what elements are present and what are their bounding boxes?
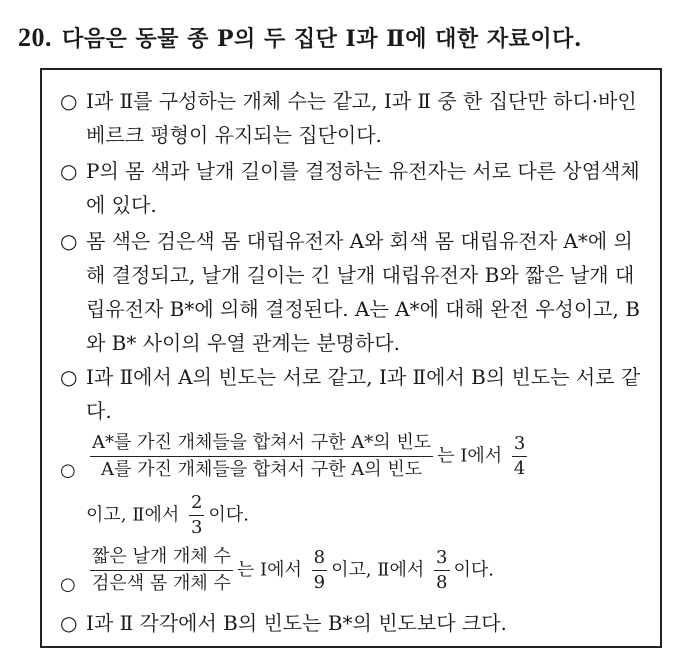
list-item (60, 360, 650, 428)
ratio-denominator: A를 가진 개체들을 합쳐서 구한 A의 빈도 (101, 459, 423, 480)
ratio-fraction (90, 430, 433, 483)
data-box (40, 68, 662, 648)
bullet-icon: ○ (60, 460, 76, 481)
item-text: Ⅰ과 Ⅱ 각각에서 B의 빈도는 B*의 빈도보다 크다. (86, 611, 507, 635)
item-text: P의 몸 색과 날개 길이를 결정하는 유전자는 서로 다른 상염색체에 있다. (86, 159, 640, 217)
count-value-1-numerator: 8 (312, 546, 327, 571)
ratio-line2-post: 이다. (208, 504, 249, 526)
count-fraction (90, 544, 233, 597)
count-value-fraction-1 (312, 546, 327, 595)
count-value-fraction-2 (434, 546, 449, 595)
count-value-2-numerator: 3 (434, 546, 449, 571)
list-item (60, 606, 650, 640)
count-middle-text: 는 Ⅰ에서 (236, 559, 302, 581)
count-value-2-denominator: 8 (436, 572, 448, 593)
value-2-numerator: 2 (189, 491, 204, 516)
item-text: 몸 색은 검은색 몸 대립유전자 A와 회색 몸 대립유전자 A*에 의해 결정되고, 날개 길이는 긴 날개 대립유전자 B와 짧은 날개 대립유전자 B*에 의해 결정된다. A는 A*에 대해 완전 우성이고, B와 B* 사이의 우열 관계는 분명하다. (86, 229, 640, 355)
count-numerator: 짧은 날개 개체 수 (90, 544, 233, 571)
value-1-numerator: 3 (512, 432, 527, 457)
value-2-denominator: 3 (190, 517, 203, 538)
bullet-icon: ○ (60, 159, 78, 183)
ratio-numerator: A*를 가진 개체들을 합쳐서 구한 A*의 빈도 (90, 430, 433, 457)
ratio-line2-pre: 이고, Ⅱ에서 (86, 504, 180, 526)
bullet-icon: ○ (60, 89, 78, 113)
value-1-denominator: 4 (513, 458, 526, 479)
value-fraction-1 (512, 432, 527, 481)
list-item (60, 84, 650, 152)
bullet-icon: ○ (60, 365, 78, 389)
list-item (60, 154, 650, 222)
question-number: 20. (18, 23, 52, 52)
list-item-fraction-ratio (60, 430, 650, 540)
bullet-icon: ○ (60, 229, 78, 253)
count-mid2-text: 이고, Ⅱ에서 (331, 559, 425, 581)
count-value-1-denominator: 9 (313, 572, 326, 593)
question-title (18, 22, 582, 53)
bullet-icon: ○ (60, 574, 76, 595)
question-text: 다음은 동물 종 P의 두 집단 Ⅰ과 Ⅱ에 대한 자료이다. (62, 26, 583, 52)
ratio-middle-text: 는 Ⅰ에서 (437, 445, 503, 467)
item-text: Ⅰ과 Ⅱ에서 A의 빈도는 서로 같고, Ⅰ과 Ⅱ에서 B의 빈도는 서로 같다. (86, 365, 641, 423)
bullet-icon: ○ (60, 611, 78, 635)
count-end-text: 이다. (453, 559, 494, 581)
list-item (60, 224, 650, 360)
item-text: Ⅰ과 Ⅱ를 구성하는 개체 수는 같고, Ⅰ과 Ⅱ 중 한 집단만 하디·바인베르크 평형이 유지되는 집단이다. (86, 89, 637, 147)
value-fraction-2 (189, 491, 204, 540)
count-denominator: 검은색 몸 개체 수 (92, 573, 231, 594)
list-item-fraction-count (60, 544, 650, 597)
